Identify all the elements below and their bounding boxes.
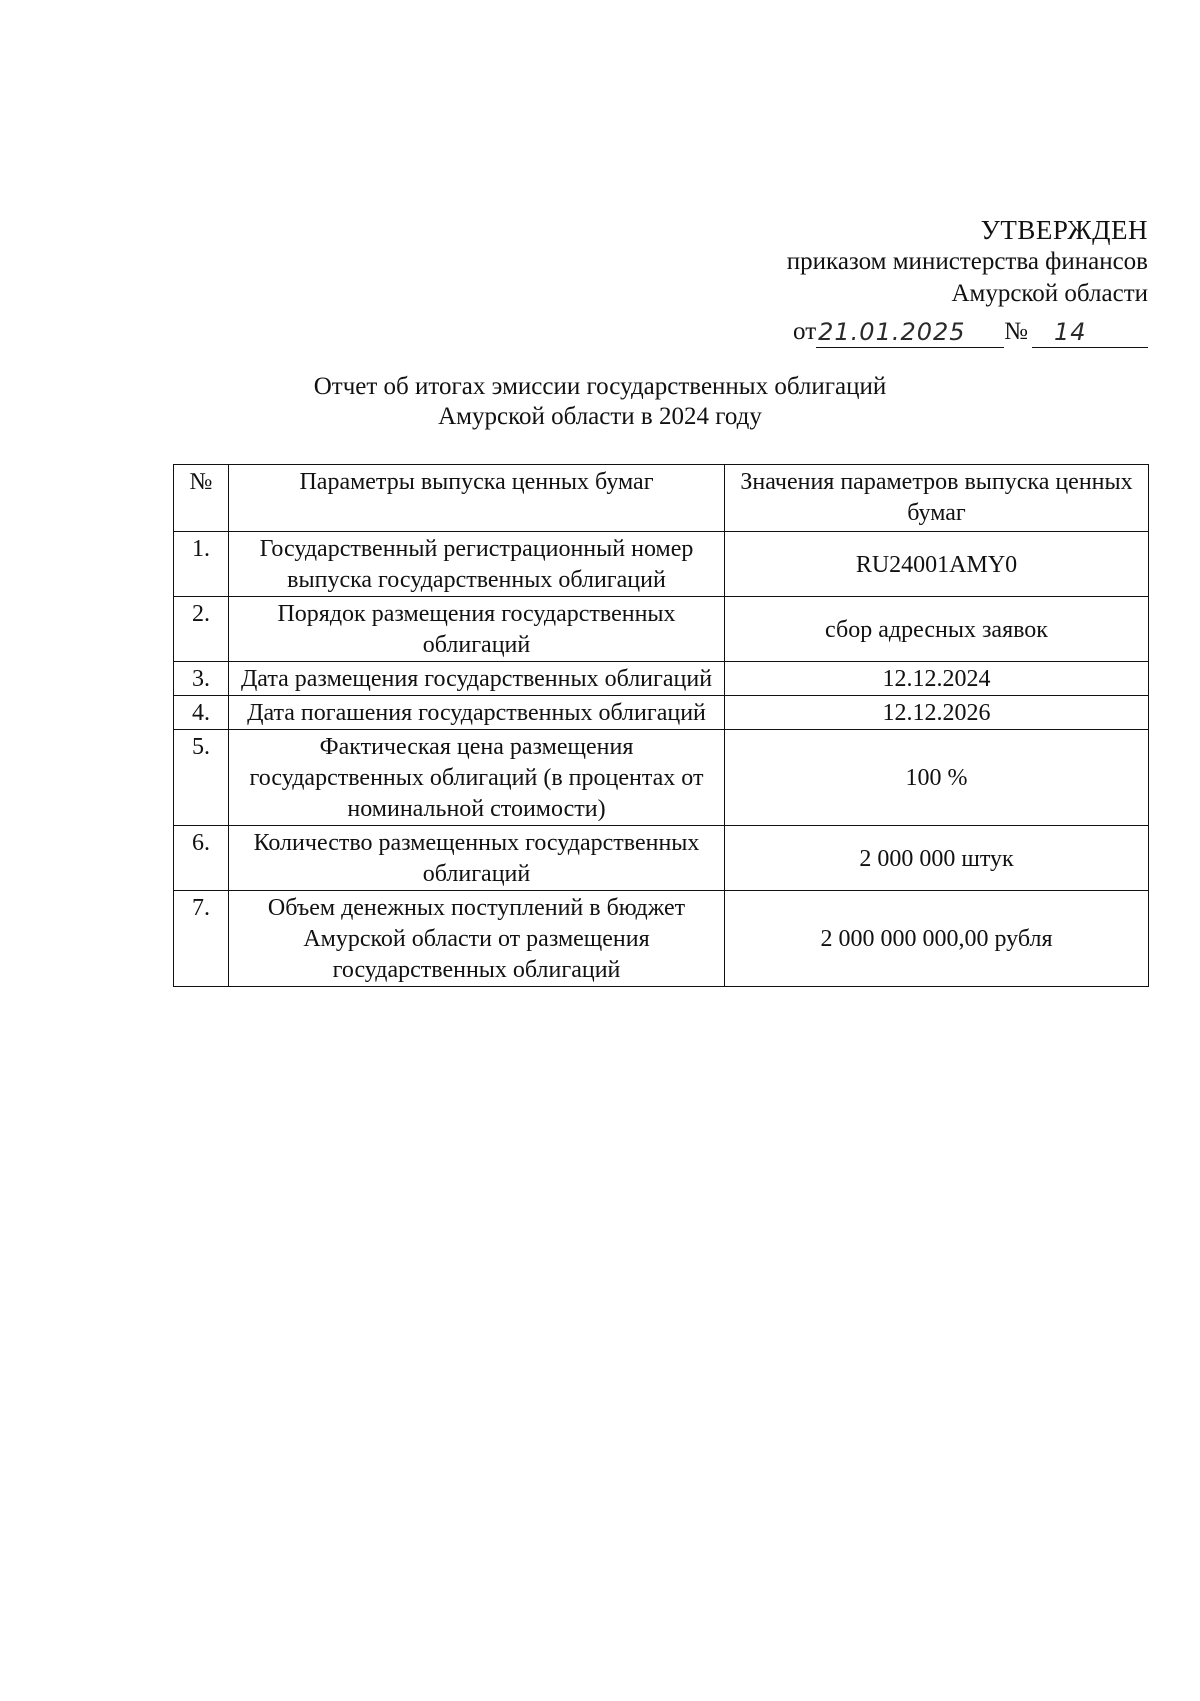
row-number: 6. [174,826,229,891]
row-number: 1. [174,532,229,597]
report-title-line-1: Отчет об итогах эмиссии государственных облигаций [313,373,887,400]
header-parameter: Параметры выпуска ценных бумаг [229,465,725,532]
row-parameter: Фактическая цена размещения государственных облигаций (в процентах от номинальной стоимости) [229,730,725,826]
row-value: 100 % [725,730,1149,826]
order-date-field [816,317,1004,348]
order-number-handwritten: 14 [1054,318,1087,346]
row-parameter: Государственный регистрационный номер выпуска государственных облигаций [229,532,725,597]
row-value: сбор адресных заявок [725,597,1149,662]
row-parameter: Дата размещения государственных облигаций [229,662,725,696]
table-header-row [174,465,1149,532]
table-row [174,662,1149,696]
order-number-label: № [1004,318,1028,345]
order-reference [787,312,1148,348]
header-number: № [174,465,229,532]
row-value: 2 000 000 штук [725,826,1149,891]
report-title-line-2: Амурской области в 2024 году [438,403,762,430]
row-number: 4. [174,696,229,730]
row-parameter: Количество размещенных государственных облигаций [229,826,725,891]
table-row [174,826,1149,891]
table-row [174,891,1149,987]
order-date-label: от [793,318,817,345]
report-title [0,372,1200,432]
header-value: Значения параметров выпуска ценных бумаг [725,465,1149,532]
table-row [174,597,1149,662]
row-number: 7. [174,891,229,987]
approval-line-2: Амурской области [951,280,1148,307]
approval-title: УТВЕРЖДЕН [980,215,1148,245]
table-row [174,532,1149,597]
row-number: 3. [174,662,229,696]
row-number: 2. [174,597,229,662]
row-value: 12.12.2024 [725,662,1149,696]
row-parameter: Объем денежных поступлений в бюджет Амурской области от размещения государственных облигаций [229,891,725,987]
approval-line-1: приказом министерства финансов [786,248,1148,275]
table-row [174,730,1149,826]
parameters-table [173,464,1149,987]
row-parameter: Дата погашения государственных облигаций [229,696,725,730]
order-date-handwritten: 21.01.2025 [818,318,966,346]
row-parameter: Порядок размещения государственных облигаций [229,597,725,662]
row-value: 12.12.2026 [725,696,1149,730]
row-number: 5. [174,730,229,826]
order-number-field [1032,317,1148,348]
approval-block [787,214,1148,348]
table-row [174,696,1149,730]
row-value: 2 000 000 000,00 рубля [725,891,1149,987]
row-value: RU24001AMY0 [725,532,1149,597]
